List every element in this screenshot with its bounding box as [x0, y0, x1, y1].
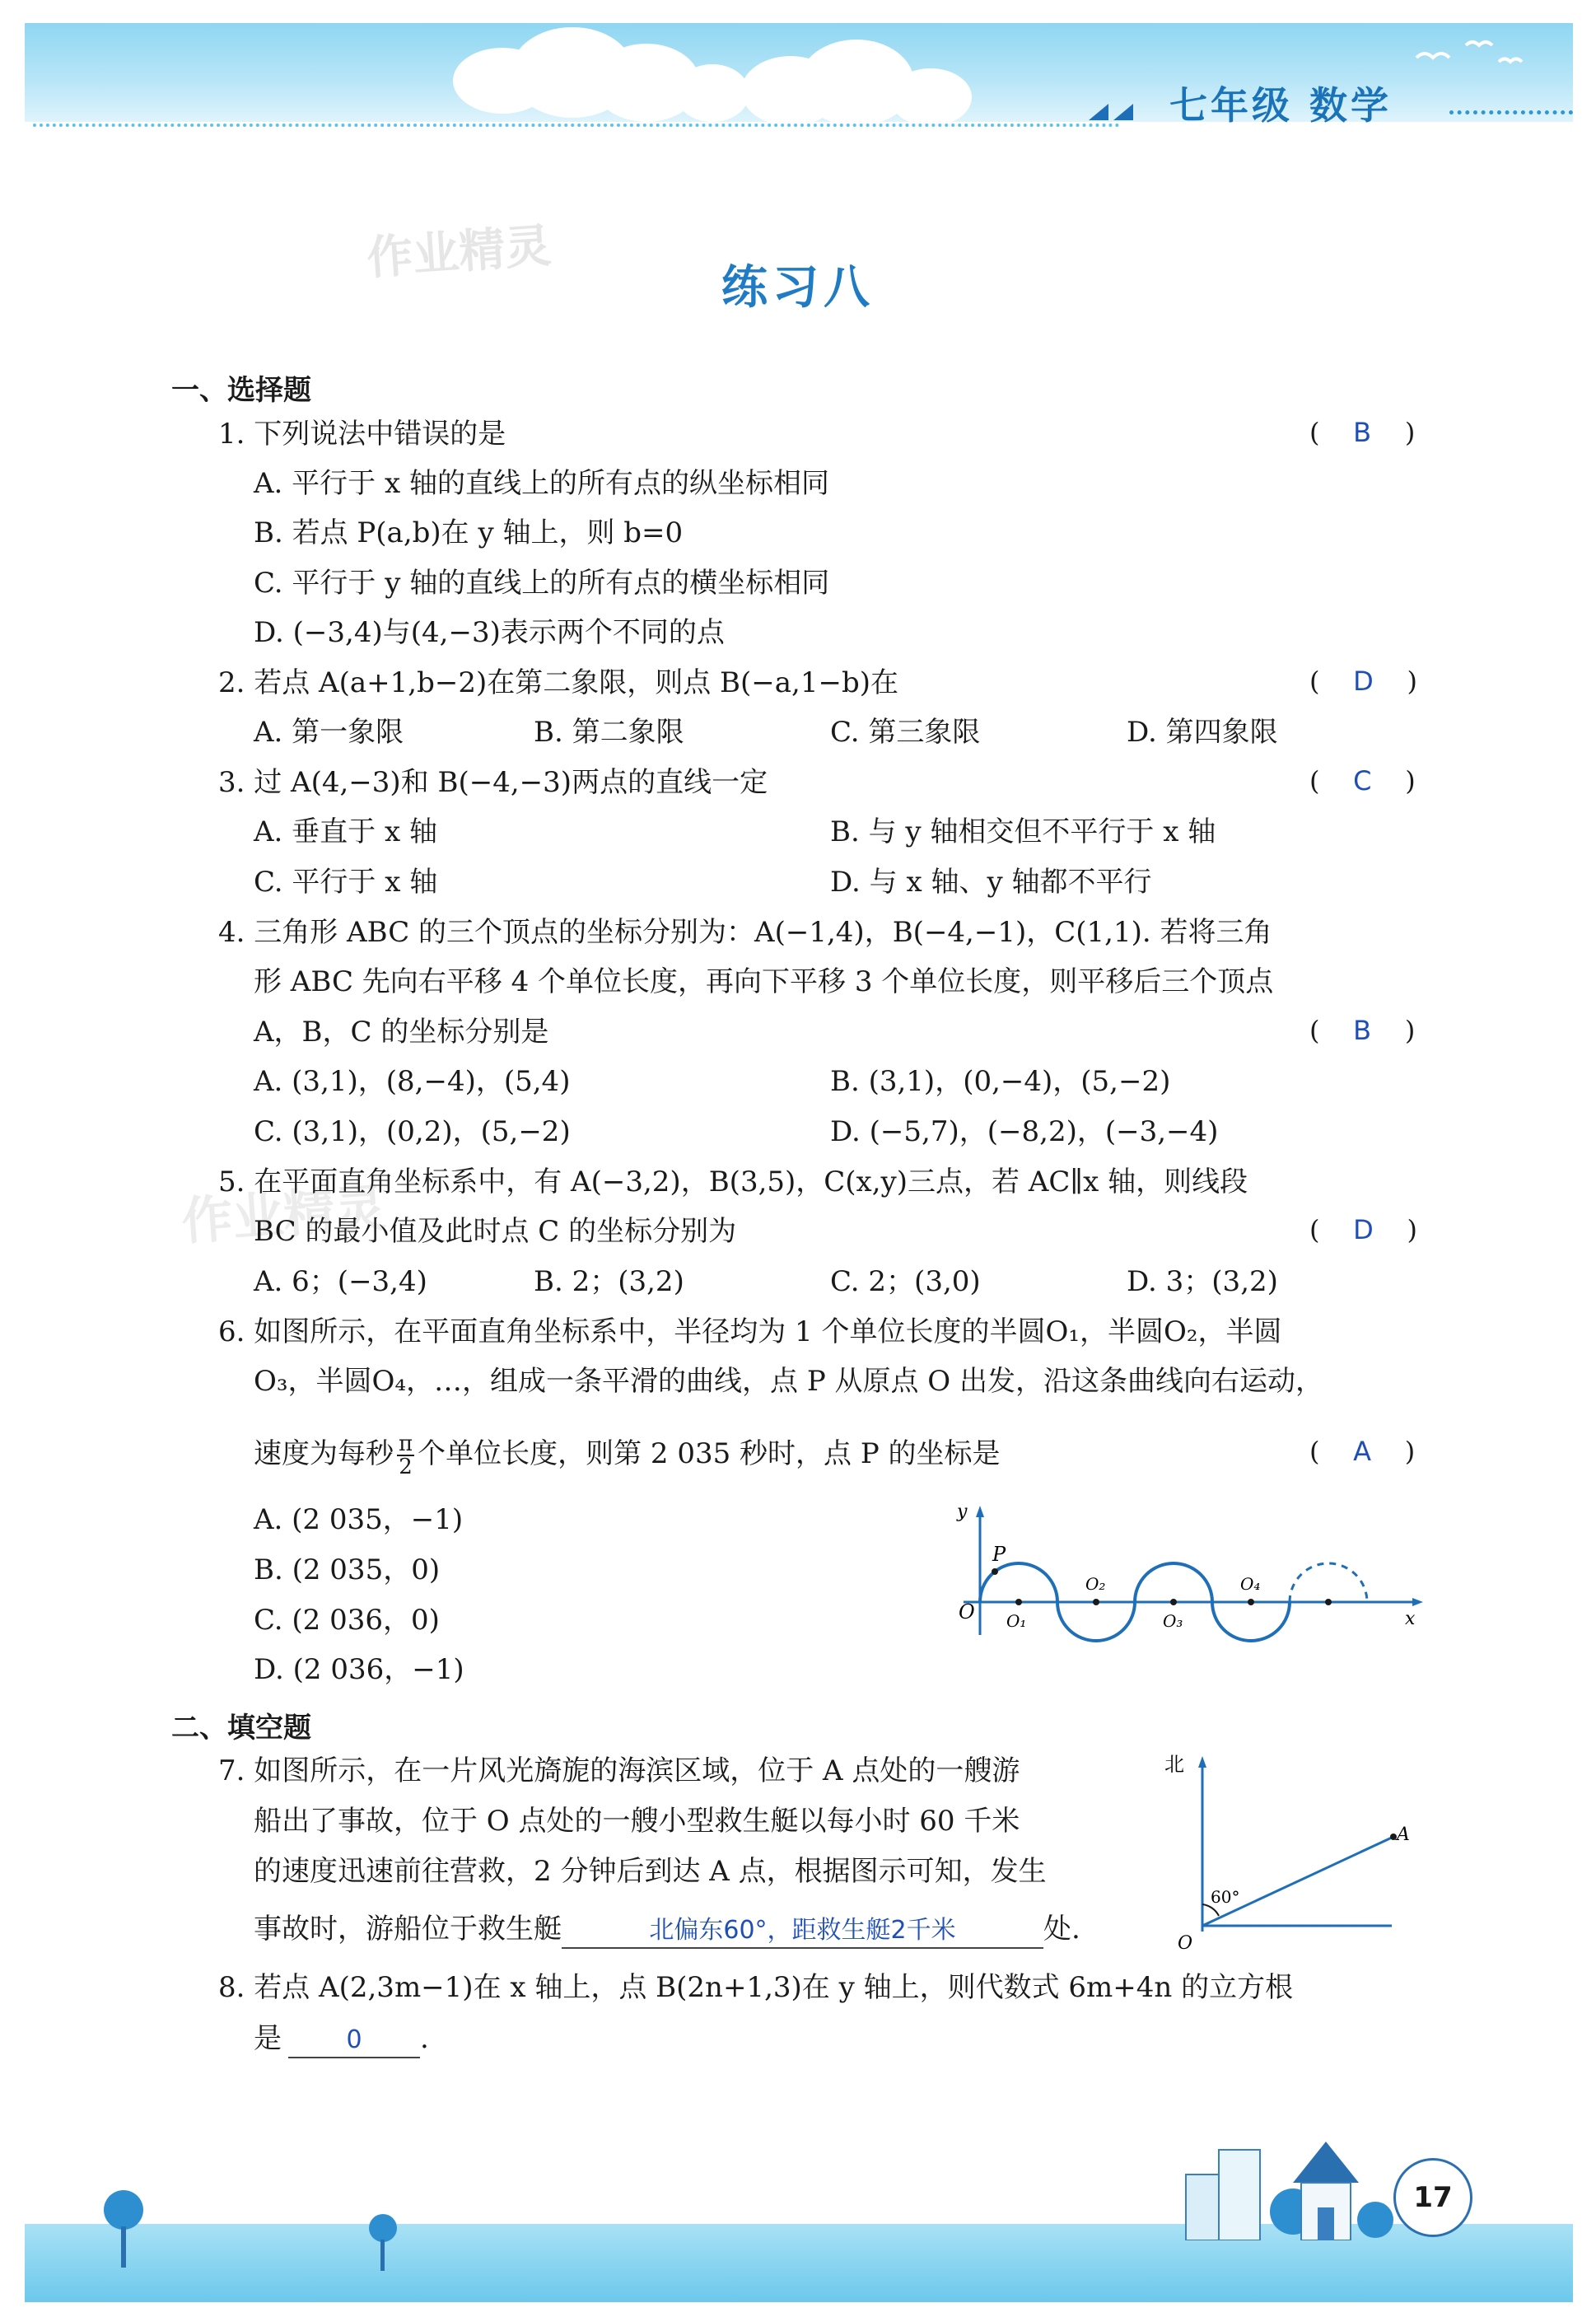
q5-option-c: C. 2；(3,0) [830, 1265, 981, 1298]
q7-direction-figure [1153, 1746, 1433, 1960]
q1-option-a: A. 平行于 x 轴的直线上的所有点的纵坐标相同 [254, 467, 829, 500]
q1-option-d: D. (−3,4)与(4,−3)表示两个不同的点 [254, 616, 725, 649]
q6-semicircle-figure [947, 1499, 1425, 1647]
fig-angle-label: 60° [1211, 1887, 1240, 1907]
grade-subject-label: 七年级 数学 [1169, 83, 1393, 128]
fig-o1-label: O₁ [1006, 1611, 1027, 1631]
q7-line1: 7. 如图所示，在一片风光旖旎的海滨区域，位于 A 点处的一艘游 [218, 1754, 1020, 1787]
semicircle-o4 [1212, 1602, 1290, 1641]
header-dotted-line [33, 124, 1120, 127]
q6-option-d: D. (2 036，−1) [254, 1653, 464, 1686]
page-title: 练习八 [721, 261, 875, 315]
q4-option-c: C. (3,1)，(0,2)，(5,−2) [254, 1115, 571, 1148]
watermark: 作业精灵 [365, 219, 553, 286]
q4-line2: 形 ABC 先向右平移 4 个单位长度，再向下平移 3 个单位长度，则平移后三个顶点 [254, 965, 1274, 998]
line-oa [1202, 1837, 1393, 1926]
q1-option-c: C. 平行于 y 轴的直线上的所有点的横坐标相同 [254, 567, 830, 600]
q6-line2: O₃，半圆O₄，…，组成一条平滑的曲线，点 P 从原点 O 出发，沿这条曲线向右运动， [254, 1365, 1323, 1398]
cloud-decoration [889, 68, 972, 126]
q6-line1: 6. 如图所示，在平面直角坐标系中，半径均为 1 个单位长度的半圆O₁，半圆O₂，半圆 [218, 1315, 1282, 1348]
fig-o-label: O [959, 1600, 975, 1623]
q4-option-d: D. (−5,7)，(−8,2)，(−3,−4) [830, 1115, 1219, 1148]
q3-answer: ( C ) [1309, 765, 1416, 796]
q5-line1: 5. 在平面直角坐标系中，有 A(−3,2)，B(3,5)，C(x,y)三点，若 AC∥x 轴，则线段 [218, 1166, 1248, 1198]
fig-o-label: O [1178, 1933, 1193, 1954]
q5-option-a: A. 6；(−3,4) [254, 1265, 427, 1298]
q7-line3: 的速度迅速前往营救，2 分钟后到达 A 点，根据图示可知，发生 [254, 1855, 1047, 1888]
q6-line3 [254, 1433, 1001, 1478]
q5-line2: BC 的最小值及此时点 C 的坐标分别为 [254, 1215, 737, 1248]
page-number: 17 [1393, 2158, 1472, 2237]
q8-line1: 8. 若点 A(2,3m−1)在 x 轴上，点 B(2n+1,3)在 y 轴上，则代数式 6m+4n 的立方根 [218, 1971, 1294, 2004]
q3-stem: 3. 过 A(4,−3)和 B(−4,−3)两点的直线一定 [218, 766, 768, 799]
fig-north-label: 北 [1164, 1753, 1184, 1776]
q2-answer: ( D ) [1309, 666, 1417, 697]
q2-stem: 2. 若点 A(a+1,b−2)在第二象限，则点 B(−a,1−b)在 [218, 666, 898, 699]
q6-line3-suffix: 个单位长度，则第 2 035 秒时，点 P 的坐标是 [418, 1437, 1001, 1470]
q7-line4-prefix: 事故时，游船位于救生艇 [254, 1913, 562, 1946]
tree-icon [362, 2212, 404, 2277]
q8-line2 [254, 2022, 429, 2058]
q7-line4-suffix: 处. [1043, 1913, 1080, 1946]
q2-option-d: D. 第四象限 [1127, 716, 1278, 749]
q8-answer-blank: 0 [288, 2024, 420, 2058]
q8-line2-prefix: 是 [254, 2022, 282, 2055]
header-dotted-line-right [1449, 110, 1573, 114]
town-illustration-icon [1169, 2117, 1400, 2240]
q2-option-b: B. 第二象限 [534, 716, 684, 749]
triangle-icon [1089, 97, 1138, 122]
fig-x-label: x [1405, 1609, 1416, 1629]
q6-option-b: B. (2 035，0) [254, 1553, 441, 1586]
q4-answer: ( B ) [1309, 1015, 1416, 1046]
q7-answer-blank: 北偏东60°，距救生艇2千米 [562, 1914, 1043, 1949]
q3-option-d: D. 与 x 轴、y 轴都不平行 [830, 866, 1152, 899]
semicircle-o2 [1057, 1602, 1135, 1641]
q7-line4 [254, 1913, 1080, 1949]
q8-line2-suffix: . [420, 2022, 429, 2055]
q4-option-b: B. (3,1)，(0,−4)，(5,−2) [830, 1065, 1171, 1098]
fig-o2-label: O₂ [1085, 1574, 1106, 1594]
q6-option-a: A. (2 035，−1) [254, 1503, 464, 1536]
fig-a-label: A [1397, 1824, 1410, 1845]
cloud-decoration [675, 64, 749, 122]
section-fill-heading: 二、填空题 [171, 1712, 311, 1745]
q1-stem: 1. 下列说法中错误的是 [218, 418, 506, 451]
q1-answer: ( B ) [1309, 417, 1416, 448]
point-a [1390, 1834, 1397, 1840]
q2-option-c: C. 第三象限 [830, 716, 981, 749]
watermark-mid: 作业精灵 [180, 1177, 388, 1252]
q4-line1: 4. 三角形 ABC 的三个顶点的坐标分别为：A(−1,4)，B(−4,−1)，C(1,1). 若将三角 [218, 916, 1272, 949]
semicircle-o3 [1135, 1563, 1212, 1602]
q7-line2: 船出了事故，位于 O 点处的一艘小型救生艇以每小时 60 千米 [254, 1805, 1020, 1838]
semicircle-o1 [980, 1563, 1057, 1602]
q4-option-a: A. (3,1)，(8,−4)，(5,4) [254, 1065, 571, 1098]
point-p [992, 1568, 998, 1575]
fig-o4-label: O₄ [1240, 1574, 1261, 1594]
q6-fraction: $\frac{\pi}{2}$ [399, 1432, 413, 1479]
q3-option-a: A. 垂直于 x 轴 [254, 815, 437, 848]
q3-option-c: C. 平行于 x 轴 [254, 866, 438, 899]
birds-icon [1408, 33, 1540, 82]
semicircle-dashed [1290, 1563, 1367, 1602]
q1-option-b: B. 若点 P(a,b)在 y 轴上，则 b=0 [254, 516, 684, 549]
fig-o3-label: O₃ [1163, 1611, 1183, 1631]
q6-option-c: C. (2 036，0) [254, 1604, 440, 1637]
q3-option-b: B. 与 y 轴相交但不平行于 x 轴 [830, 815, 1216, 848]
q2-option-a: A. 第一象限 [254, 716, 404, 749]
q6-line3-prefix: 速度为每秒 [254, 1437, 394, 1470]
q5-option-d: D. 3；(3,2) [1127, 1265, 1278, 1298]
fig-p-label: P [992, 1543, 1006, 1566]
q5-answer: ( D ) [1309, 1214, 1417, 1245]
q5-option-b: B. 2；(3,2) [534, 1265, 684, 1298]
q4-line3: A，B，C 的坐标分别是 [254, 1016, 549, 1049]
section-choice-heading: 一、选择题 [171, 374, 311, 407]
q6-answer: ( A ) [1309, 1436, 1416, 1467]
tree-icon [99, 2187, 148, 2277]
fig-y-label: y [957, 1502, 968, 1522]
